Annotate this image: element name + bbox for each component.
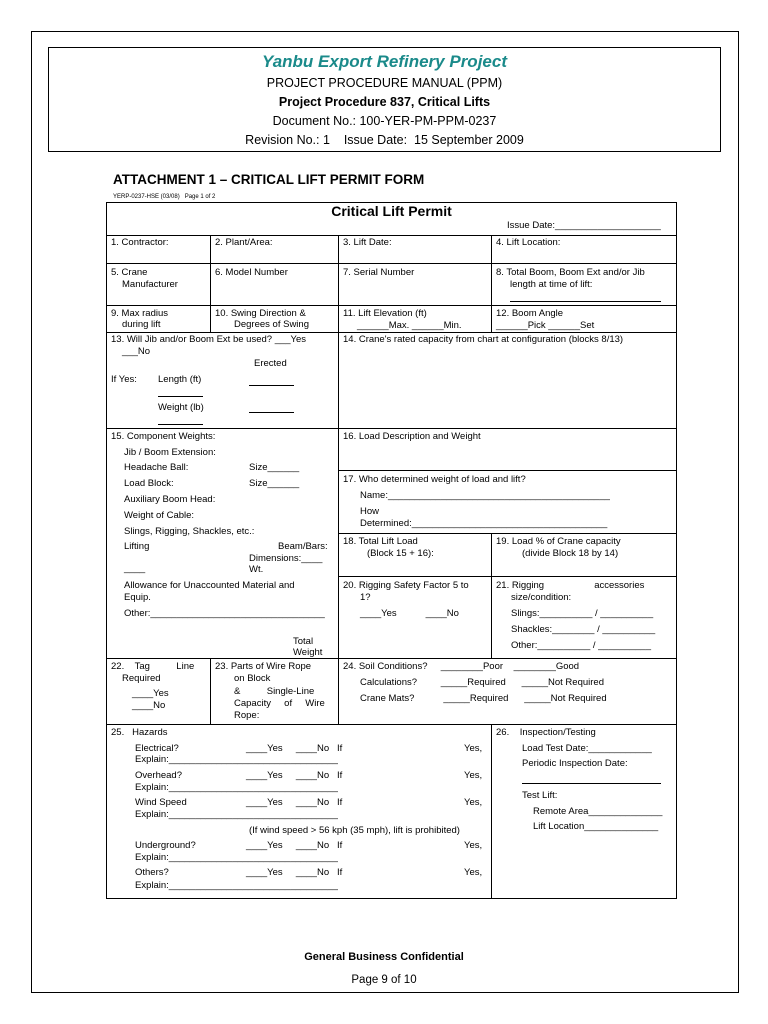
row-divider — [338, 470, 677, 471]
manual-title: PROJECT PROCEDURE MANUAL (PPM) — [266, 76, 503, 90]
block-17-how: How — [360, 506, 380, 517]
hazard-others-yes: Yes, — [464, 867, 483, 878]
block-17-name[interactable]: Name:__________________________________________ — [360, 490, 610, 501]
document-header — [48, 47, 721, 152]
block-15-slings[interactable]: Slings, Rigging, Shackles, etc.: — [124, 526, 255, 537]
hazard-others-yes-no[interactable]: ____Yes ____No If — [246, 867, 343, 878]
block-23-on-block: on Block — [234, 673, 271, 684]
block-26-test-lift: Test Lift: — [522, 790, 558, 801]
hazard-wind-yes: Yes, — [464, 797, 483, 808]
hazard-electrical-yes-no[interactable]: ____Yes ____No If — [246, 743, 343, 754]
hazard-underground-yes: Yes, — [464, 840, 483, 851]
block-13-erected-line[interactable] — [249, 385, 294, 386]
block-8-boom-length[interactable]: 8. Total Boom, Boom Ext and/or Jib — [496, 267, 645, 278]
row-divider — [106, 658, 677, 659]
block-26-inspection-testing: 26. Inspection/Testing — [496, 727, 596, 738]
block-15-wt: Wt. — [249, 564, 264, 575]
block-13-length-line[interactable] — [158, 396, 203, 397]
row-divider — [106, 428, 677, 429]
block-15-equip: Equip. — [124, 592, 151, 603]
block-15-jib[interactable]: Jib / Boom Extension: — [124, 447, 216, 458]
col-divider — [210, 658, 211, 724]
revision-info: Revision No.: 1 Issue Date: 15 September 2009 — [245, 133, 524, 147]
block-15-size-2[interactable]: Size______ — [249, 478, 300, 489]
block-3-lift-date[interactable]: 3. Lift Date: — [343, 237, 392, 248]
block-26-load-test-date[interactable]: Load Test Date:____________ — [522, 743, 652, 754]
hazard-others: Others? — [135, 867, 169, 878]
block-15-size-1[interactable]: Size______ — [249, 462, 300, 473]
hazard-underground-yes-no[interactable]: ____Yes ____No If — [246, 840, 343, 851]
block-13-jib-question[interactable]: 13. Will Jib and/or Boom Ext be used? ___Yes — [111, 334, 307, 345]
block-11-max-min[interactable]: ______Max. ______Min. — [357, 320, 462, 331]
row-divider — [106, 332, 677, 333]
hazard-wind-explain[interactable]: Explain:________________________________ — [135, 809, 338, 820]
block-23-single-line: & Single-Line — [234, 686, 315, 697]
hazard-wind-note: (If wind speed > 56 kph (35 mph), lift is prohibited) — [249, 825, 460, 836]
block-15-total-weight[interactable]: Weight — [293, 647, 323, 658]
block-19-label: (divide Block 18 by 14) — [522, 548, 619, 559]
permit-title: Critical Lift Permit — [331, 203, 452, 219]
block-15-lifting: Lifting — [124, 541, 150, 552]
col-divider — [338, 235, 339, 724]
block-15-other[interactable]: Other:_________________________________ — [124, 608, 325, 619]
block-8-label: length at time of lift: — [510, 279, 593, 290]
block-20-yes-no[interactable]: ____Yes ____No — [360, 608, 459, 619]
block-10-label: Degrees of Swing — [234, 319, 309, 330]
block-26-lift-location[interactable]: Lift Location______________ — [533, 821, 659, 832]
block-7-serial-number[interactable]: 7. Serial Number — [343, 267, 415, 278]
footer-confidential: General Business Confidential — [304, 951, 464, 963]
row-divider — [106, 724, 677, 725]
block-20-label: 1? — [360, 592, 371, 603]
block-24-crane-mats[interactable]: Crane Mats? _____Required _____Not Required — [360, 693, 607, 704]
block-26-periodic-line[interactable] — [522, 783, 661, 784]
block-9-label: during lift — [122, 319, 161, 330]
block-24-soil-conditions[interactable]: 24. Soil Conditions? ________Poor ________Good — [343, 661, 580, 672]
block-12-boom-angle[interactable]: 12. Boom Angle — [496, 308, 564, 319]
footer-page-number: Page 9 of 10 — [351, 974, 417, 986]
block-23-rope[interactable]: Rope: — [234, 710, 260, 721]
hazard-others-explain[interactable]: Explain:________________________________ — [135, 880, 338, 891]
col-divider — [210, 235, 211, 332]
hazard-electrical: Electrical? — [135, 743, 179, 754]
block-17-determined[interactable]: Determined:_____________________________________ — [360, 518, 608, 529]
block-13-no[interactable]: ___No — [122, 346, 150, 357]
block-26-remote-area[interactable]: Remote Area______________ — [533, 806, 663, 817]
block-10-swing-direction[interactable]: 10. Swing Direction & — [215, 308, 306, 319]
block-15-component-weights: 15. Component Weights: — [111, 431, 216, 442]
block-23-wire-rope[interactable]: 23. Parts of Wire Rope — [215, 661, 312, 672]
block-2-plant-area[interactable]: 2. Plant/Area: — [215, 237, 273, 248]
hazard-underground: Underground? — [135, 840, 196, 851]
block-4-lift-location[interactable]: 4. Lift Location: — [496, 237, 561, 248]
block-16-load-description[interactable]: 16. Load Description and Weight — [343, 431, 481, 442]
document-number: Document No.: 100-YER-PM-PPM-0237 — [272, 114, 497, 128]
block-14-rated-capacity[interactable]: 14. Crane's rated capacity from chart at configuration (blocks 8/13) — [343, 334, 624, 345]
block-17-who-determined: 17. Who determined weight of load and lift? — [343, 474, 526, 485]
hazard-wind-yes-no[interactable]: ____Yes ____No If — [246, 797, 343, 808]
block-12-pick-set[interactable]: ______Pick ______Set — [496, 320, 595, 331]
block-19-load-percent[interactable]: 19. Load % of Crane capacity — [496, 536, 621, 547]
block-15-aux-boom-head[interactable]: Auxiliary Boom Head: — [124, 494, 216, 505]
block-21-shackles[interactable]: Shackles:________ / __________ — [511, 624, 656, 635]
block-22-tag-line: 22. Tag Line — [111, 661, 195, 672]
project-title: Yanbu Export Refinery Project — [262, 52, 507, 71]
block-15-allowance[interactable]: Allowance for Unaccounted Material and — [124, 580, 295, 591]
hazard-electrical-yes: Yes, — [464, 743, 483, 754]
block-15-headache-ball[interactable]: Headache Ball: — [124, 462, 189, 473]
block-25-hazards: 25. Hazards — [111, 727, 168, 738]
block-26-periodic-inspection: Periodic Inspection Date: — [522, 758, 628, 769]
issue-date-field[interactable]: Issue Date:____________________ — [507, 220, 661, 231]
block-21-slings[interactable]: Slings:__________ / __________ — [511, 608, 654, 619]
block-15-dimensions[interactable]: Dimensions:____ — [249, 553, 323, 564]
row-divider — [106, 305, 677, 306]
row-divider — [338, 533, 677, 534]
block-18-label: (Block 15 + 16): — [367, 548, 434, 559]
hazard-overhead: Overhead? — [135, 770, 183, 781]
col-divider — [491, 235, 492, 332]
form-code: YERP-0237-HSE (03/08) Page 1 of 2 — [113, 194, 216, 200]
block-13-if-yes: If Yes: — [111, 374, 137, 385]
col-divider — [491, 724, 492, 899]
row-divider — [106, 235, 677, 236]
attachment-title: ATTACHMENT 1 – CRITICAL LIFT PERMIT FORM — [113, 172, 425, 187]
block-15-load-block[interactable]: Load Block: — [124, 478, 174, 489]
block-13-erected: Erected — [254, 358, 287, 369]
block-15-total: Total — [293, 636, 314, 647]
procedure-title: Project Procedure 837, Critical Lifts — [278, 95, 491, 109]
row-divider — [106, 263, 677, 264]
block-13-weight-label: Weight (lb) — [158, 402, 204, 413]
hazard-underground-explain[interactable]: Explain:________________________________ — [135, 852, 338, 863]
block-11-lift-elevation[interactable]: 11. Lift Elevation (ft) — [343, 308, 427, 319]
block-6-model-number[interactable]: 6. Model Number — [215, 267, 288, 278]
block-15-beam-bars: Beam/Bars: — [278, 541, 328, 552]
block-22-yes[interactable]: ____Yes — [132, 688, 169, 699]
block-8-underline — [510, 301, 661, 302]
block-13-weight-line-2[interactable] — [158, 424, 203, 425]
block-5-crane-manufacturer[interactable]: 5. Crane — [111, 267, 148, 278]
hazard-electrical-explain[interactable]: Explain:________________________________ — [135, 754, 338, 765]
block-21-rigging-accessories: 21. Rigging accessories — [496, 580, 645, 591]
block-21-other[interactable]: Other:__________ / __________ — [511, 640, 651, 651]
block-20-safety-factor: 20. Rigging Safety Factor 5 to — [343, 580, 469, 591]
block-24-calculations[interactable]: Calculations? _____Required _____Not Required — [360, 677, 604, 688]
block-21-label: size/condition: — [511, 592, 572, 603]
block-5-label: Manufacturer — [122, 279, 178, 290]
block-9-max-radius[interactable]: 9. Max radius — [111, 308, 169, 319]
block-18-total-lift-load[interactable]: 18. Total Lift Load — [343, 536, 418, 547]
block-13-length-label: Length (ft) — [158, 374, 202, 385]
col-divider — [491, 533, 492, 658]
hazard-overhead-yes: Yes, — [464, 770, 483, 781]
block-1-contractor[interactable]: 1. Contractor: — [111, 237, 169, 248]
block-15-lifting-blank[interactable]: ____ — [124, 563, 146, 574]
hazard-wind-speed: Wind Speed — [135, 797, 187, 808]
hazard-overhead-explain[interactable]: Explain:________________________________ — [135, 782, 338, 793]
block-13-weight-line[interactable] — [249, 412, 294, 413]
row-divider — [338, 576, 677, 577]
block-22-no[interactable]: ____No — [132, 700, 166, 711]
block-15-weight-cable[interactable]: Weight of Cable: — [124, 510, 195, 521]
hazard-overhead-yes-no[interactable]: ____Yes ____No If — [246, 770, 343, 781]
block-23-capacity: Capacity of Wire — [234, 698, 325, 709]
block-22-required: Required — [122, 673, 161, 684]
